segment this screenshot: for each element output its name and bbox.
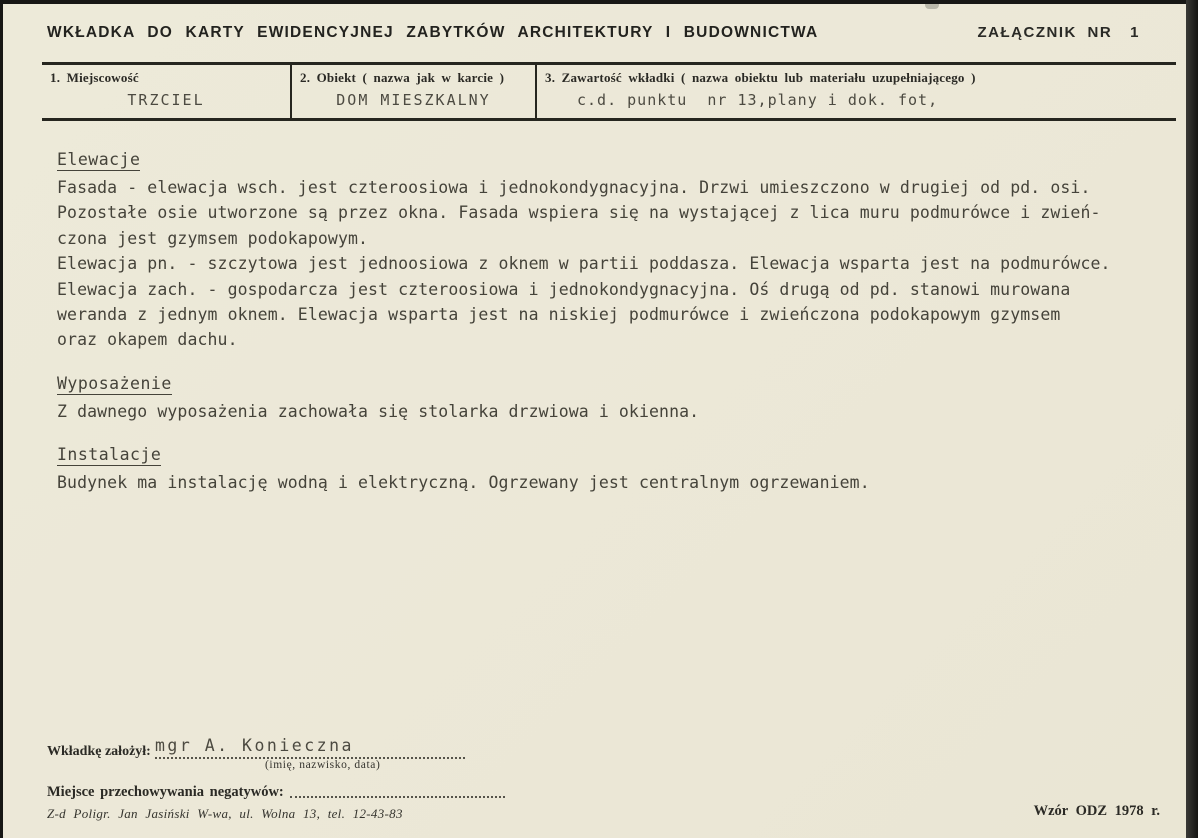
- section-wyposazenie: [57, 374, 1167, 424]
- negatives-field: [47, 784, 505, 801]
- form-header-table: [42, 62, 1176, 121]
- scan-edge-top: [0, 0, 1198, 4]
- section-elewacje-heading: Elewacje: [57, 150, 141, 169]
- section-wyposazenie-heading: Wyposażenie: [57, 373, 172, 393]
- body-line: weranda z jednym oknem. Elewacja wsparta jest na niskiej podmurówce i zwieńczona podokapowym gzymsem: [57, 305, 1061, 325]
- field-object: [290, 65, 535, 118]
- field-locality-label: 1. Miejscowość: [50, 70, 139, 85]
- scan-edge-right: [1186, 0, 1198, 838]
- founder-typed-name: mgr A. Konieczna: [155, 736, 354, 755]
- body-line: oraz okapem dachu.: [57, 330, 238, 350]
- body-line: Elewacja zach. - gospodarcza jest czteroosiowa i jednokondygnacyjna. Oś drugą od pd. stanowi murowana: [57, 279, 1071, 299]
- printing-house-info: Z-d Poligr. Jan Jasiński W-wa, ul. Wolna 13, tel. 12-43-83: [47, 806, 403, 821]
- attachment-number: 1: [1130, 24, 1140, 41]
- scan-edge-left: [0, 0, 3, 838]
- negatives-label: Miejsce przechowywania negatywów:: [47, 784, 284, 800]
- section-instalacje-heading: Instalacje: [57, 445, 162, 465]
- body-line: Elewacja pn. - szczytowa jest jednoosiowa z oknem w partii poddasza. Elewacja wsparta jest na podmurówce.: [57, 254, 1111, 274]
- attachment-number-label: [978, 24, 1141, 41]
- document-header: [47, 24, 1168, 42]
- field-contents-value: c.d. punktu nr 13,plany i dok. fot,: [577, 91, 939, 109]
- section-elewacje: [57, 150, 1167, 353]
- field-locality: [42, 65, 290, 118]
- founder-field: [47, 736, 381, 771]
- typewritten-body: [57, 150, 1167, 517]
- field-contents: [535, 65, 1176, 118]
- section-instalacje: [57, 445, 1167, 495]
- founder-caption: (imię, nazwisko, data): [265, 759, 381, 771]
- founder-label: Wkładkę założył:: [47, 744, 151, 759]
- attachment-label: ZAŁĄCZNIK NR: [977, 24, 1113, 41]
- negatives-dotted-line: [290, 795, 505, 798]
- field-object-value: DOM MIESZKALNY: [336, 91, 491, 109]
- body-line: Z dawnego wyposażenia zachowała się stolarka drzwiowa i okienna.: [57, 401, 700, 421]
- document-title: WKŁADKA DO KARTY EWIDENCYJNEJ ZABYTKÓW ARCHITEKTURY I BUDOWNICTWA: [47, 24, 819, 41]
- body-line: czona jest gzymsem podokapowym.: [57, 228, 369, 248]
- form-code: Wzór ODZ 1978 r.: [1033, 803, 1160, 819]
- field-object-label: 2. Obiekt ( nazwa jak w karcie ): [300, 70, 505, 85]
- body-line: Budynek ma instalację wodną i elektryczną. Ogrzewany jest centralnym ogrzewaniem.: [57, 473, 870, 493]
- body-line: Pozostałe osie utworzone są przez okna. Fasada wspiera się na wystającej z lica muru podmurówce i zwień-: [57, 203, 1101, 223]
- field-locality-value: TRZCIEL: [127, 91, 205, 109]
- field-contents-label: 3. Zawartość wkładki ( nazwa obiektu lub materiału uzupełniającego ): [545, 70, 976, 85]
- body-line: Fasada - elewacja wsch. jest czteroosiowa i jednokondygnacyjna. Drzwi umieszczono w drugiej od pd. osi.: [57, 178, 1091, 197]
